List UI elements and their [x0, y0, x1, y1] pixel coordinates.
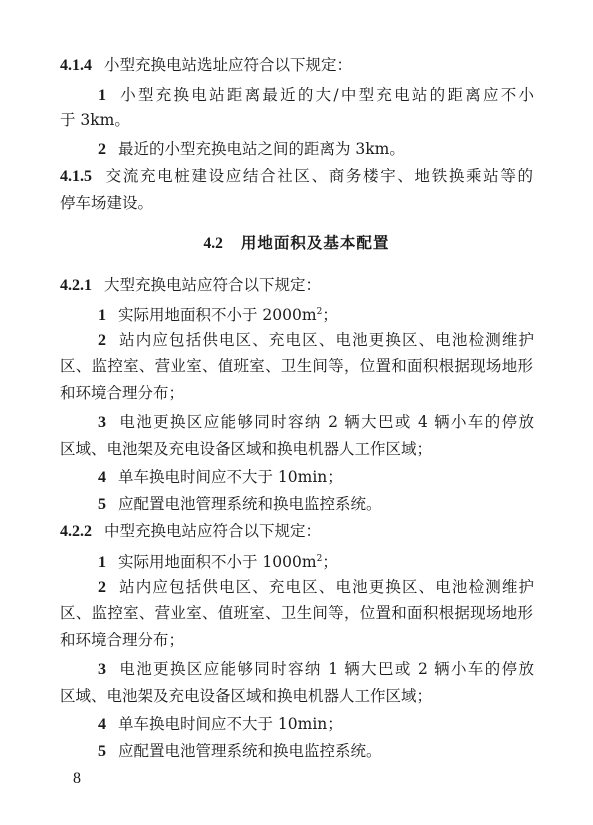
item-text: 站内应包括供电区、充电区、电池更换区、电池检测维护 [118, 331, 534, 349]
section-title: 用地面积及基本配置 [240, 234, 390, 252]
item-1 [0, 85, 534, 106]
item-text: 小型充换电站距离最近的大/中型充电站的距离应不小 [118, 86, 534, 104]
item-2-continuation [0, 356, 533, 376]
item-tail: ； [322, 306, 338, 324]
clause-text: 小型充换电站选址应符合以下规定： [104, 56, 353, 74]
item-2-continuation [0, 603, 533, 623]
item-number: 3 [98, 661, 106, 678]
item-1 [0, 302, 593, 326]
clause-4-1-4 [0, 55, 593, 76]
item-2-continuation-2 [0, 630, 593, 650]
item-number: 3 [98, 414, 106, 431]
item-number: 5 [98, 496, 106, 513]
item-number: 2 [98, 579, 106, 596]
item-tail: ； [322, 553, 338, 571]
item-2 [0, 330, 534, 351]
item-5 [0, 741, 593, 762]
item-number: 2 [98, 141, 106, 158]
clause-4-1-5 [0, 166, 533, 187]
item-3-continuation [0, 439, 593, 459]
item-2 [0, 139, 593, 160]
item-3 [0, 412, 534, 433]
item-text-cont: 区域、电池架及充电设备区域和换电机器人工作区域； [60, 687, 433, 705]
item-number: 5 [98, 743, 106, 760]
clause-4-2-2 [0, 521, 593, 542]
item-1-continuation [0, 110, 593, 130]
item-1 [0, 549, 593, 573]
item-text: 实际用地面积不小于 1000m [118, 553, 317, 571]
item-text-cont2: 和环境合理分布； [60, 384, 185, 402]
item-text-cont: 区、监控室、营业室、值班室、卫生间等，位置和面积根据现场地形 [60, 604, 533, 622]
item-text: 应配置电池管理系统和换电监控系统。 [118, 495, 382, 513]
page-number: 8 [73, 770, 81, 787]
clause-number: 4.2.1 [60, 277, 92, 294]
clause-number: 4.1.4 [60, 57, 92, 74]
superscript: 2 [316, 554, 323, 564]
item-text: 单车换电时间应不大于 10min； [118, 715, 343, 733]
clause-text: 交流充电桩建设应结合社区、商务楼宇、地铁换乘站等的 [104, 167, 533, 185]
item-2-continuation-2 [0, 383, 593, 403]
item-text: 站内应包括供电区、充电区、电池更换区、电池检测维护 [118, 578, 534, 596]
item-text-cont: 区、监控室、营业室、值班室、卫生间等，位置和面积根据现场地形 [60, 357, 533, 375]
item-4 [0, 714, 593, 735]
clause-number: 4.2.2 [60, 523, 92, 540]
item-text-cont: 区域、电池架及充电设备区域和换电机器人工作区域； [60, 440, 433, 458]
item-3-continuation [0, 686, 593, 706]
item-text: 应配置电池管理系统和换电监控系统。 [118, 742, 382, 760]
item-text-cont: 于 3km。 [60, 111, 130, 129]
clause-4-1-5-continuation [0, 193, 593, 213]
item-text: 电池更换区应能够同时容纳 1 辆大巴或 2 辆小车的停放 [118, 660, 534, 678]
item-5 [0, 494, 593, 515]
item-text: 最近的小型充换电站之间的距离为 3km。 [118, 140, 405, 158]
clause-text-cont: 停车场建设。 [60, 194, 154, 212]
item-4 [0, 467, 593, 488]
item-3 [0, 659, 534, 680]
clause-number: 4.1.5 [60, 168, 92, 185]
section-heading [0, 233, 593, 254]
superscript: 2 [316, 307, 323, 317]
item-number: 1 [98, 554, 106, 571]
item-number: 1 [98, 307, 106, 324]
item-number: 2 [98, 332, 106, 349]
item-text: 实际用地面积不小于 2000m [118, 306, 317, 324]
item-2 [0, 577, 534, 598]
item-number: 1 [98, 87, 106, 104]
item-number: 4 [98, 469, 106, 486]
item-text: 单车换电时间应不大于 10min； [118, 468, 343, 486]
clause-text: 大型充换电站应符合以下规定： [104, 276, 322, 294]
item-text: 电池更换区应能够同时容纳 2 辆大巴或 4 辆小车的停放 [118, 413, 534, 431]
item-text-cont2: 和环境合理分布； [60, 631, 185, 649]
section-number: 4.2 [203, 235, 223, 252]
item-number: 4 [98, 716, 106, 733]
clause-text: 中型充换电站应符合以下规定： [104, 522, 322, 540]
clause-4-2-1 [0, 275, 593, 296]
